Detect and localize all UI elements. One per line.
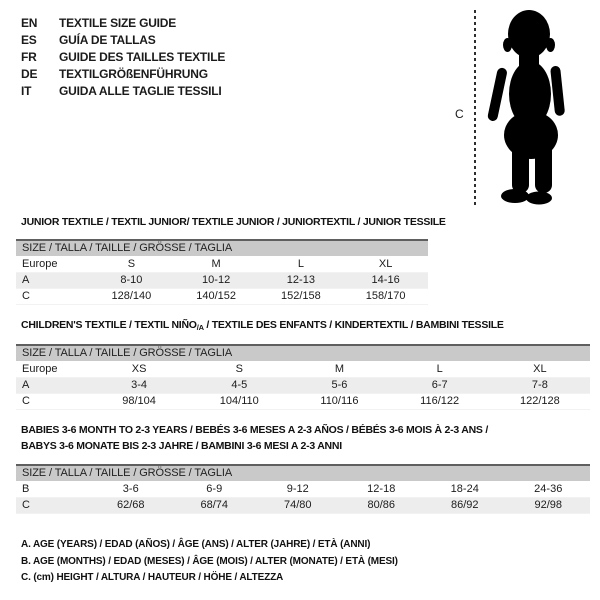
size-cell: 9-12: [286, 482, 309, 495]
row-label: C: [22, 395, 30, 407]
childrens-title-subscript: /A: [196, 323, 204, 332]
size-cell: M: [211, 257, 221, 270]
baby-silhouette-icon: [486, 6, 576, 208]
size-cell: 140/152: [196, 290, 236, 302]
size-cell: 14-16: [371, 274, 400, 286]
size-cell: 12-13: [286, 274, 315, 286]
childrens-title-pre: CHILDREN'S TEXTILE / TEXTIL NIÑO: [21, 319, 197, 331]
babies-table: [16, 481, 590, 514]
table-row: [16, 377, 590, 393]
size-cell: 92/98: [534, 499, 563, 511]
size-cell: 8-10: [120, 274, 143, 286]
language-row: [21, 32, 225, 49]
junior-size-table: [16, 239, 428, 305]
language-title-block: [21, 15, 225, 100]
legend-line-c: C. (cm) HEIGHT / ALTURA / HAUTEUR / HÖHE / ALTEZZA: [21, 572, 284, 583]
size-cell: 7-8: [531, 379, 548, 391]
childrens-table-title: [21, 319, 504, 331]
size-header-bar: SIZE / TALLA / TAILLE / GRÖSSE / TAGLIA: [16, 344, 590, 361]
table-row: [16, 288, 428, 304]
babies-title-line1: BABIES 3-6 MONTH TO 2-3 YEARS / BEBÉS 3-6 MESES A 2-3 AÑOS / BÉBÉS 3-6 MOIS À 2-3 ANS /: [21, 424, 489, 436]
size-cell: XL: [378, 257, 393, 270]
height-dashed-line: [474, 10, 476, 206]
size-cell: 12-18: [367, 482, 396, 495]
size-cell: 68/74: [200, 499, 229, 511]
childrens-size-table: [16, 344, 590, 410]
size-cell: M: [334, 362, 345, 375]
childrens-table: [16, 361, 590, 410]
language-code: ES: [21, 33, 37, 47]
measure-legend: [21, 537, 398, 587]
size-cell: 6-7: [431, 379, 448, 391]
size-cell: 128/140: [111, 290, 152, 302]
row-label: Europe: [22, 257, 58, 270]
junior-table-title: [21, 216, 446, 228]
size-cell: XS: [131, 362, 147, 375]
size-cell: 24-36: [534, 482, 563, 495]
size-cell: 10-12: [202, 274, 231, 286]
size-cell: 80/86: [367, 499, 396, 511]
legend-line-b: B. AGE (MONTHS) / EDAD (MESES) / ÂGE (MOIS) / ALTER (MONATE) / ETÀ (MESI): [21, 555, 398, 567]
row-label: B: [22, 482, 30, 495]
size-cell: S: [127, 257, 136, 270]
size-header-bar: SIZE / TALLA / TAILLE / GRÖSSE / TAGLIA: [16, 239, 428, 256]
size-cell: 3-6: [122, 482, 139, 495]
language-code: FR: [21, 50, 37, 64]
table-row: [16, 393, 590, 409]
language-guide-title: GUIDE DES TAILLES TEXTILE: [59, 50, 226, 64]
height-measure-label: C: [455, 107, 464, 121]
size-cell: 86/92: [450, 499, 479, 511]
childrens-title-post: / TEXTILE DES ENFANTS / KINDERTEXTIL / BAMBINI TESSILE: [203, 319, 504, 331]
size-cell: 74/80: [283, 499, 312, 511]
language-code: EN: [21, 16, 38, 30]
size-cell: 3-4: [131, 379, 148, 391]
table-row: [16, 256, 428, 272]
table-row: [16, 272, 428, 288]
size-cell: S: [235, 362, 243, 375]
table-row: [16, 481, 590, 497]
size-cell: 6-9: [206, 482, 223, 495]
junior-table-title-text: JUNIOR TEXTILE / TEXTIL JUNIOR/ TEXTILE JUNIOR / JUNIORTEXTIL / JUNIOR TESSILE: [21, 216, 446, 228]
junior-table: [16, 256, 428, 305]
row-label: Europe: [22, 362, 58, 375]
size-cell: 122/128: [519, 395, 560, 407]
size-cell: 5-6: [331, 379, 348, 391]
language-row: [21, 49, 225, 66]
row-label: C: [22, 499, 30, 511]
size-cell: 4-5: [231, 379, 248, 391]
babies-title-line2: BABYS 3-6 MONATE BIS 2-3 JAHRE / BAMBINI 3-6 MESI A 2-3 ANNI: [21, 440, 342, 452]
size-cell: L: [436, 362, 443, 375]
language-code: IT: [21, 84, 32, 98]
row-label: C: [22, 290, 30, 302]
table-row: [16, 361, 590, 377]
row-label: A: [22, 379, 30, 391]
height-measure-figure: [448, 4, 588, 212]
size-cell: 62/68: [116, 499, 145, 511]
table-row: [16, 497, 590, 513]
language-guide-title: TEXTILE SIZE GUIDE: [59, 16, 177, 30]
row-label: A: [22, 274, 30, 286]
language-row: [21, 83, 225, 100]
size-cell: 158/170: [365, 290, 406, 302]
size-cell: 152/158: [280, 290, 321, 302]
size-cell: 104/110: [219, 395, 259, 407]
size-cell: L: [297, 257, 304, 270]
size-header-bar: SIZE / TALLA / TAILLE / GRÖSSE / TAGLIA: [16, 464, 590, 481]
size-cell: 18-24: [450, 482, 479, 495]
legend-line-a: A. AGE (YEARS) / EDAD (AÑOS) / ÂGE (ANS) / ALTER (JAHRE) / ETÀ (ANNI): [21, 539, 371, 550]
language-guide-title: GUÍA DE TALLAS: [59, 33, 156, 47]
size-cell: 116/122: [420, 395, 460, 407]
language-row: [21, 15, 225, 32]
babies-size-table: [16, 464, 590, 514]
language-guide-title: TEXTILGRÖßENFÜHRUNG: [59, 67, 208, 81]
language-guide-title: GUIDA ALLE TAGLIE TESSILI: [59, 84, 222, 98]
language-row: [21, 66, 225, 83]
size-cell: 110/116: [320, 395, 359, 407]
babies-table-title: [21, 422, 488, 454]
language-code: DE: [21, 67, 38, 81]
size-cell: 98/104: [122, 395, 156, 407]
size-cell: XL: [533, 362, 547, 375]
